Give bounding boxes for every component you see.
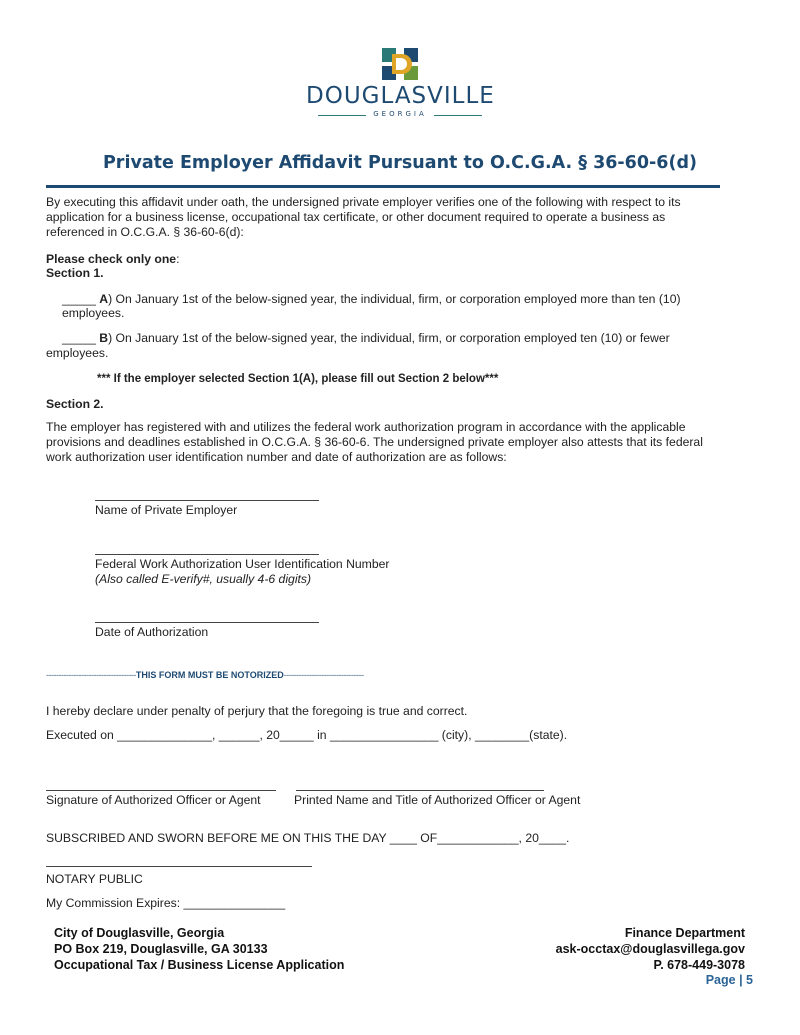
option-a-letter: A — [99, 292, 109, 306]
option-a-line-2: employees. — [62, 306, 125, 320]
declaration-text: I hereby declare under penalty of perjury that the foregoing is true and correct. — [46, 704, 468, 718]
option-b-checkbox-blank[interactable]: _____ — [62, 331, 96, 345]
footer-left — [54, 925, 344, 973]
option-a-text: ) On January 1st of the below-signed year, the individual, firm, or corporation employed more than ten (10) — [108, 292, 681, 306]
notarize-text: THIS FORM MUST BE NOTORIZED — [135, 670, 284, 680]
logo-sub-line-right — [434, 115, 482, 116]
employer-name-label: Name of Private Employer — [95, 503, 238, 517]
footer-right — [445, 925, 745, 973]
sworn-line[interactable]: SUBSCRIBED AND SWORN BEFORE ME ON THIS THE DAY ____ OF____________, 20____. — [46, 831, 570, 845]
option-b-text: ) On January 1st of the below-signed year, the individual, firm, or corporation employed ten (10) or fewer — [108, 331, 670, 345]
user-id-field[interactable] — [95, 554, 319, 555]
option-a[interactable] — [62, 292, 681, 307]
page-number — [600, 973, 753, 987]
employer-name-field[interactable] — [95, 500, 319, 501]
date-of-authorization-field[interactable] — [95, 622, 319, 623]
date-of-authorization-label: Date of Authorization — [95, 625, 209, 639]
notary-public-label: NOTARY PUBLIC — [46, 872, 143, 886]
section2-line-3: work authorization user identification number and date of authorization are as follows: — [46, 450, 507, 464]
notarize-dashes-left: ------------------------------------ — [46, 670, 136, 680]
footer-department: Finance Department — [624, 926, 745, 940]
section1-note: *** If the employer selected Section 1(A), please fill out Section 2 below*** — [97, 373, 499, 385]
logo-wordmark: DOUGLASVILLE — [306, 83, 495, 109]
douglasville-logo-mark-icon — [380, 46, 420, 82]
title-rule — [46, 185, 720, 188]
check-only-one-heading — [46, 252, 179, 267]
notary-signature-field[interactable] — [46, 866, 312, 867]
logo-subtitle: GEORGIA — [373, 110, 427, 118]
section2-line-2: provisions and deadlines established in O.C.G.A. § 36-60-6. The undersigned private employer also attests that its federal — [46, 435, 703, 449]
page-label: Page — [705, 973, 736, 987]
user-id-hint: (Also called E-verify#, usually 4-6 digits) — [95, 572, 312, 586]
page-separator: | — [739, 973, 743, 987]
footer-phone: P. 678-449-3078 — [653, 958, 745, 972]
footer-email[interactable]: ask-occtax@douglasvillega.gov — [555, 942, 745, 956]
check-heading-colon: : — [176, 252, 180, 266]
footer-city: City of Douglasville, Georgia — [54, 926, 225, 940]
option-b-letter: B — [99, 331, 109, 345]
signature-field[interactable] — [46, 790, 276, 791]
notarize-banner — [46, 665, 506, 679]
user-id-label: Federal Work Authorization User Identification Number — [95, 557, 390, 571]
section1-heading: Section 1. — [46, 266, 104, 280]
section2-line-1: The employer has registered with and utilizes the federal work authorization program in accordance with the applicable — [46, 420, 686, 434]
option-a-checkbox-blank[interactable]: _____ — [62, 292, 96, 306]
check-heading-text: Please check only one — [46, 252, 177, 266]
logo — [300, 42, 500, 122]
footer-application: Occupational Tax / Business License Application — [54, 958, 345, 972]
intro-line-3: referenced in O.C.G.A. § 36-60-6(d): — [46, 225, 244, 239]
footer-po-box: PO Box 219, Douglasville, GA 30133 — [54, 942, 268, 956]
page-title: Private Employer Affidavit Pursuant to O.C.G.A. § 36-60-6(d) — [102, 153, 698, 173]
printed-name-label: Printed Name and Title of Authorized Officer or Agent — [294, 793, 581, 807]
executed-line[interactable]: Executed on ______________, ______, 20_____ in ________________ (city), ________(state). — [46, 728, 568, 742]
section2-heading: Section 2. — [46, 397, 104, 411]
intro-line-2: application for a business license, occupational tax certificate, or other document required to operate a business as — [46, 210, 666, 224]
intro-line-1: By executing this affidavit under oath, the undersigned private employer verifies one of the following with respect to its — [46, 195, 681, 209]
commission-expires-line[interactable]: My Commission Expires: _______________ — [46, 896, 286, 910]
printed-name-field[interactable] — [296, 790, 544, 791]
notarize-dashes-right: -------------------------------- — [283, 670, 364, 680]
logo-sub-line-left — [318, 115, 366, 116]
signature-label: Signature of Authorized Officer or Agent — [46, 793, 261, 807]
page-number-value: 5 — [746, 973, 753, 987]
option-b-line-2: employees. — [46, 346, 109, 360]
option-b[interactable] — [62, 331, 670, 346]
